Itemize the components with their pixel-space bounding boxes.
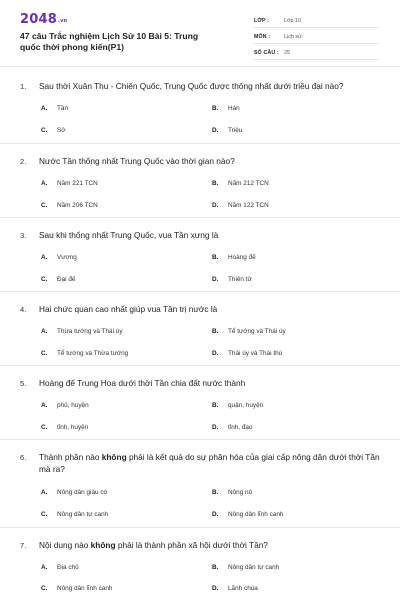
- option-text: Hoàng đế: [228, 254, 256, 261]
- question-text: [0, 528, 400, 552]
- option-b[interactable]: [212, 489, 252, 496]
- option-c[interactable]: [41, 424, 88, 431]
- question-item: [0, 528, 400, 600]
- question-stem: [39, 378, 245, 390]
- option-text: phủ, huyện: [57, 402, 89, 409]
- stem-text: Hai chức quan cao nhất giúp vua Tần trị nước là: [39, 304, 218, 314]
- question-item: [0, 366, 400, 440]
- logo-suffix: .vn: [57, 18, 68, 24]
- stem-text: phải là thành phần xã hội dưới thời Tần?: [115, 540, 268, 550]
- stem-text: Sau thời Xuân Thu - Chiến Quốc, Trung Quốc được thống nhất dưới triều đại nào?: [39, 81, 344, 91]
- meta-key: SỐ CÂU :: [254, 49, 279, 56]
- option-b[interactable]: [212, 402, 263, 409]
- option-d[interactable]: [212, 511, 283, 518]
- option-b[interactable]: [212, 254, 256, 261]
- option-letter: C.: [41, 276, 48, 283]
- option-c[interactable]: [41, 276, 75, 283]
- option-d[interactable]: [212, 127, 242, 134]
- option-letter: B.: [212, 489, 219, 496]
- option-c[interactable]: [41, 127, 65, 134]
- option-text: Thái úy và Thái thú: [228, 350, 283, 357]
- option-a[interactable]: [41, 564, 79, 571]
- document-title: 47 câu Trắc nghiệm Lịch Sử 10 Bài 5: Trung quốc thời phong kiến(P1): [20, 31, 199, 52]
- option-text: Hán: [228, 105, 240, 112]
- option-letter: D.: [212, 350, 219, 357]
- option-text: Nông dân lĩnh canh: [57, 585, 113, 592]
- option-letter: B.: [212, 105, 219, 112]
- question-text: [0, 144, 400, 168]
- option-a[interactable]: [41, 328, 123, 335]
- question-item: [0, 218, 400, 292]
- question-item: [0, 68, 400, 144]
- option-d[interactable]: [212, 202, 269, 209]
- question-stem: [39, 304, 217, 316]
- meta-value: Lịch sử: [284, 33, 302, 40]
- question-stem: [39, 156, 235, 168]
- option-text: Nông dân giàu có: [57, 489, 108, 496]
- option-letter: B.: [212, 564, 219, 571]
- option-a[interactable]: [41, 489, 107, 496]
- meta-row-subject: [254, 30, 378, 44]
- option-b[interactable]: [212, 105, 240, 112]
- meta-value: Lớp 10: [284, 17, 302, 24]
- stem-text: Sau khi thống nhất Trung Quốc, vua Tần xưng là: [39, 230, 219, 240]
- option-text: Đại đế: [57, 276, 76, 283]
- question-text: [0, 366, 400, 390]
- stem-text: phải là kết quả do sự phân hóa của giai cấp nông dân dưới thời Tần mà ra?: [39, 452, 380, 474]
- option-text: Tần: [57, 105, 69, 112]
- meta-key: MÔN :: [254, 33, 271, 40]
- option-text: tỉnh, đạo: [228, 424, 253, 431]
- option-text: Nông dân lĩnh canh: [228, 511, 284, 518]
- question-stem: [39, 230, 218, 242]
- stem-text: Nội dung nào: [39, 540, 91, 550]
- question-text: [0, 218, 400, 242]
- option-text: Địa chủ: [57, 564, 79, 571]
- stem-text: Hoàng đế Trung Hoa dưới thời Tần chia đất nước thành: [39, 378, 246, 388]
- question-number: 1.: [20, 82, 27, 91]
- option-text: Năm 221 TCN: [57, 180, 98, 187]
- option-d[interactable]: [212, 424, 253, 431]
- question-number: 6.: [20, 453, 27, 462]
- meta-table: [254, 14, 378, 62]
- option-letter: C.: [41, 127, 48, 134]
- option-text: Lãnh chúa: [228, 585, 258, 592]
- stem-text: Thành phần nào: [39, 452, 102, 462]
- option-c[interactable]: [41, 202, 98, 209]
- question-text: [0, 440, 400, 475]
- option-letter: C.: [41, 585, 48, 592]
- option-text: Vương: [57, 254, 77, 261]
- option-letter: A.: [41, 564, 48, 571]
- option-text: Nông dân tự canh: [228, 564, 280, 571]
- option-a[interactable]: [41, 402, 89, 409]
- option-a[interactable]: [41, 180, 98, 187]
- option-letter: C.: [41, 424, 48, 431]
- question-item: [0, 292, 400, 366]
- option-letter: C.: [41, 202, 48, 209]
- option-text: Triệu: [228, 127, 243, 134]
- option-letter: A.: [41, 180, 48, 187]
- option-text: Nông nô: [228, 489, 253, 496]
- option-text: Thừa tướng và Thái úy: [57, 328, 123, 335]
- option-letter: D.: [212, 276, 219, 283]
- option-b[interactable]: [212, 328, 286, 335]
- header-divider: [0, 66, 400, 67]
- option-letter: A.: [41, 402, 48, 409]
- question-number: 4.: [20, 305, 27, 314]
- option-b[interactable]: [212, 180, 269, 187]
- question-text: [0, 68, 400, 93]
- option-letter: B.: [212, 254, 219, 261]
- option-text: Năm 122 TCN: [228, 202, 269, 209]
- option-d[interactable]: [212, 585, 258, 592]
- option-letter: A.: [41, 105, 48, 112]
- option-letter: D.: [212, 585, 219, 592]
- option-text: Sở: [57, 127, 66, 134]
- option-text: quận, huyện: [228, 402, 264, 409]
- option-letter: C.: [41, 511, 48, 518]
- question-item: [0, 144, 400, 218]
- option-letter: B.: [212, 402, 219, 409]
- option-c[interactable]: [41, 585, 112, 592]
- option-c[interactable]: [41, 511, 108, 518]
- stem-emphasis: không: [90, 540, 116, 550]
- option-letter: B.: [212, 328, 219, 335]
- option-letter: C.: [41, 350, 48, 357]
- option-a[interactable]: [41, 105, 68, 112]
- option-b[interactable]: [212, 564, 279, 571]
- question-number: 7.: [20, 541, 27, 550]
- option-text: Nông dân tự canh: [57, 511, 109, 518]
- option-letter: A.: [41, 489, 48, 496]
- option-letter: A.: [41, 328, 48, 335]
- question-item: [0, 440, 400, 528]
- meta-key: LỚP :: [254, 17, 270, 24]
- meta-row-grade: [254, 14, 378, 28]
- meta-value: 25: [284, 49, 290, 56]
- option-text: Tể tướng và Thừa tướng: [57, 350, 129, 357]
- option-text: Tể tướng và Thái úy: [228, 328, 286, 335]
- question-list: [0, 68, 400, 600]
- option-text: Năm 212 TCN: [228, 180, 269, 187]
- question-text: [0, 292, 400, 316]
- option-letter: B.: [212, 180, 219, 187]
- option-letter: D.: [212, 127, 219, 134]
- stem-text: Nước Tần thống nhất Trung Quốc vào thời gian nào?: [39, 156, 235, 166]
- option-letter: A.: [41, 254, 48, 261]
- option-d[interactable]: [212, 350, 282, 357]
- option-letter: D.: [212, 202, 219, 209]
- option-letter: D.: [212, 424, 219, 431]
- question-number: 3.: [20, 231, 27, 240]
- option-letter: D.: [212, 511, 219, 518]
- question-stem: [39, 540, 268, 552]
- option-a[interactable]: [41, 254, 77, 261]
- question-number: 2.: [20, 157, 27, 166]
- option-text: Thiên tử: [228, 276, 252, 283]
- meta-row-count: [254, 46, 378, 60]
- question-stem: [39, 81, 343, 93]
- logo-text: 2048: [20, 12, 57, 27]
- option-text: Năm 206 TCN: [57, 202, 98, 209]
- option-text: tỉnh, huyện: [57, 424, 89, 431]
- question-stem: [39, 452, 386, 475]
- page-header: [0, 0, 400, 66]
- question-number: 5.: [20, 379, 27, 388]
- stem-emphasis: không: [101, 452, 127, 462]
- option-d[interactable]: [212, 276, 252, 283]
- option-c[interactable]: [41, 350, 128, 357]
